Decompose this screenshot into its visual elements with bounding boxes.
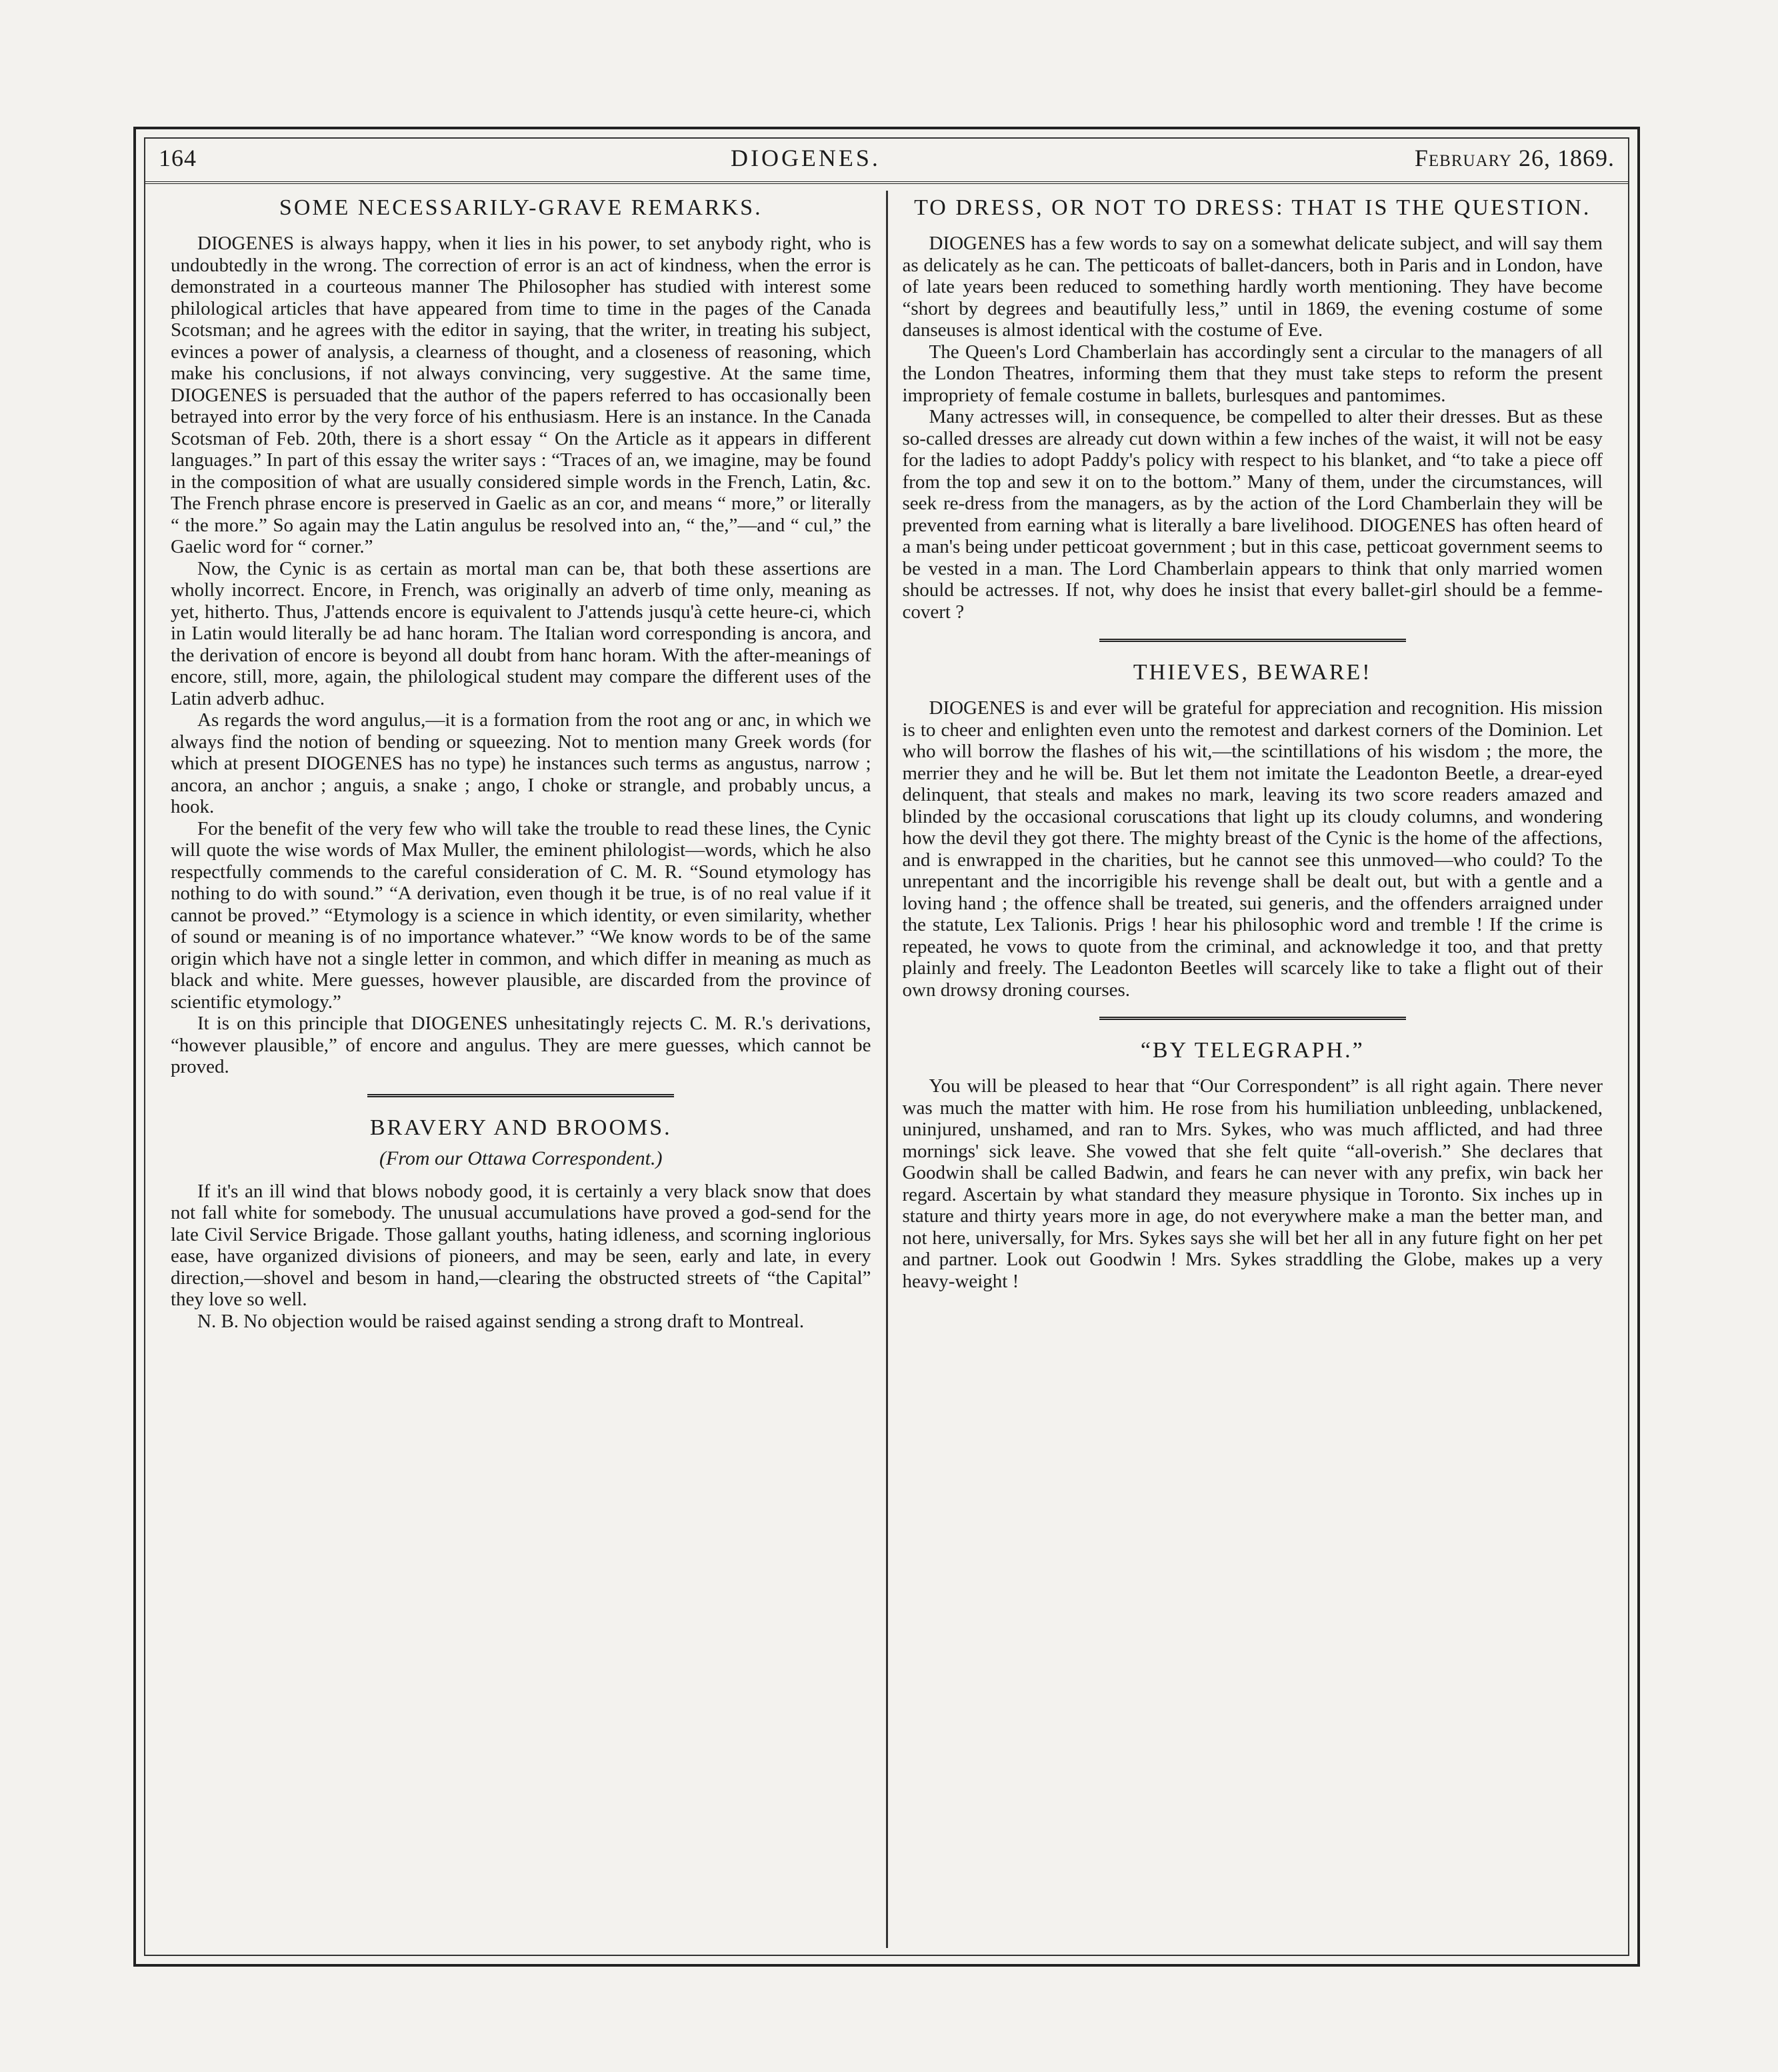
paragraph: As regards the word angulus,—it is a formation from the root ang or anc, in which we always find the notion of bending or squeezing. Not to mention many Greek words (for which at present DIOGENES has no type) he instances such terms as angustus, narrow ; ancora, an anchor ; anguis, a snake ; ango, I choke or strangle, and probably uncus, a hook.	[171, 709, 871, 818]
paragraph: The Queen's Lord Chamberlain has accordingly sent a circular to the managers of all the London Theatres, informing them that they must take steps to reform the present impropriety of female costume in ballets, burlesques and pantomimes.	[902, 341, 1603, 406]
paragraph: You will be pleased to hear that “Our Correspondent” is all right again. There never was much the matter with him. He rose from his humiliation unbleeding, unblackened, uninjured, unshamed, and ran to Mrs. Sykes, who was much afflicted, and had three mornings' sick leave. She vowed that she felt quite “all-overish.” She declares that Goodwin shall be called Badwin, and fears he can never with any prefix, win back her regard. Ascertain by what standard they measure physique in Toronto. Six inches up in stature and thirty years more in age, do not everywhere make a man the better man, and not here, universally, for Mrs. Sykes says she will bet her all in any future fight on her pet and partner. Look out Goodwin ! Mrs. Sykes straddling the Globe, makes up a very heavy-weight !	[902, 1075, 1603, 1292]
paragraph: Many actresses will, in consequence, be compelled to alter their dresses. But as these so-called dresses are already cut down within a few inches of the waist, it will not be easy for the ladies to adopt Paddy's policy with respect to his blanket, and “to take a piece off from the top and sew it on to the bottom.” Many of them, under the circumstances, will seek re-dress from the managers, as by the action of the Lord Chamberlain they will be prevented from earning what is literally a bare livelihood. DIOGENES has often heard of a man's being under petticoat government ; but in this case, petticoat government seems to be vested in a man. The Lord Chamberlain appears to think that only married women should be actresses. If not, why does he insist that every ballet-girl should be a femme-covert ?	[902, 406, 1603, 623]
page-frame	[133, 127, 1640, 1967]
right-column	[886, 191, 1618, 1948]
section-divider	[1099, 639, 1406, 645]
article-title: TO DRESS, OR NOT TO DRESS: THAT IS THE QUESTION.	[914, 195, 1591, 220]
paragraph: For the benefit of the very few who will take the trouble to read these lines, the Cynic will quote the wise words of Max Muller, the eminent philologist—words, which he also respectfully commends to the careful consideration of C. M. R. “Sound etymology has nothing to do with sound.” “A derivation, even though it be true, is of no real value if it cannot be proved.” “Etymology is a science in which identity, or even similarity, whether of sound or meaning is of no importance whatever.” “We know words to be of the same origin which have not a single letter in common, and which differ in meaning as much as black and white. Mere guesses, however plausible, are discarded from the province of scientific etymology.”	[171, 817, 871, 1013]
article-title: “BY TELEGRAPH.”	[1140, 1038, 1365, 1063]
paragraph: Now, the Cynic is as certain as mortal man can be, that both these assertions are wholly incorrect. Encore, in French, was originally an adverb of time only, meaning as yet, hitherto. Thus, J'attends encore is equivalent to J'attends jusqu'à cette heure-ci, which in Latin would literally be ad hanc horam. The Italian word corresponding is ancora, and the derivation of encore is beyond all doubt from hanc horam. With the after-meanings of encore, still, more, again, the philological student may compare the different uses of the Latin adverb adhuc.	[171, 557, 871, 709]
header-rule	[145, 181, 1628, 184]
issue-date: February 26, 1869.	[1414, 145, 1615, 171]
page-number: 164	[159, 145, 197, 171]
article-title: THIEVES, BEWARE!	[1133, 660, 1372, 685]
left-column	[156, 191, 886, 1948]
paragraph: It is on this principle that DIOGENES unhesitatingly rejects C. M. R.'s derivations, “however plausible,” of encore and angulus. They are mere guesses, which cannot be proved.	[171, 1013, 871, 1078]
paragraph: DIOGENES is always happy, when it lies in his power, to set anybody right, who is undoubtedly in the wrong. The correction of error is an act of kindness, when the error is demonstrated in a courteous manner The Philosopher has studied with interest some philological articles that have appeared from time to time in the pages of the Canada Scotsman; and he agrees with the editor in saying, that the writer, in treating his subject, evinces a power of analysis, a clearness of thought, and a closeness of reasoning, which make his conclusions, if not always convincing, very suggestive. At the same time, DIOGENES is persuaded that the author of the papers referred to has occasionally been betrayed into error by the very force of his enthusiasm. Here is an instance. In the Canada Scotsman of Feb. 20th, there is a short essay “ On the Article as it appears in different languages.” In part of this essay the writer says : “Traces of an, we imagine, may be found in the composition of what are usually considered simple words in the French, Latin, &c. The French phrase encore is preserved in Gaelic as an cor, and means “ more,” or literally “ the more.” So again may the Latin angulus be resolved into an, “ the,”—and “ cul,” the Gaelic word for “ corner.”	[171, 233, 871, 558]
columns	[156, 191, 1617, 1948]
masthead	[145, 139, 1628, 177]
paragraph: If it's an ill wind that blows nobody good, it is certainly a very black snow that does not fall white for somebody. The unusual accumulations have proved a god-send for the late Civil Service Brigade. Those gallant youths, hating idleness, and scorning inglorious ease, have organized divisions of pioneers, and may be seen, early and late, in every direction,—shovel and besom in hand,—clearing the obstructed streets of “the Capital” they love so well.	[171, 1180, 871, 1311]
article-subtitle: (From our Ottawa Correspondent.)	[379, 1147, 663, 1169]
article-title: BRAVERY AND BROOMS.	[369, 1115, 672, 1140]
section-divider	[367, 1094, 674, 1100]
section-divider	[1099, 1017, 1406, 1023]
article-title: SOME NECESSARILY-GRAVE REMARKS.	[279, 195, 763, 220]
paragraph: N. B. No objection would be raised against sending a strong draft to Montreal.	[197, 1310, 805, 1332]
paragraph: DIOGENES has a few words to say on a somewhat delicate subject, and will say them as delicately as he can. The petticoats of ballet-dancers, both in Paris and in London, have of late years been reduced to something hardly worth mentioning. They have become “short by degrees and beautifully less,” until in 1869, the evening costume of some danseuses is almost identical with the costume of Eve.	[902, 233, 1603, 341]
publication-title: DIOGENES.	[730, 145, 881, 171]
paragraph: DIOGENES is and ever will be grateful for appreciation and recognition. His mission is to cheer and enlighten even unto the remotest and darkest corners of the Dominion. Let who will borrow the flashes of his wit,—the scintillations of his wisdom ; the more, the merrier they and he will be. But let them not imitate the Leadonton Beetle, a drear-eyed delinquent, that steals and makes no mark, leaving its two score readers amazed and blinded by the occasional coruscations that light up its cloudy columns, and wondering how the devil they got there. The mighty breast of the Cynic is the home of the affections, and is enwrapped in the charities, but he cannot see this unmoved—who could? To the unrepentant and the incorrigible his revenge shall be dealt out, but with a gentle and a loving hand ; the offence shall be treated, sui generis, and the offenders arraigned under the statute, Lex Talionis. Prigs ! hear his philosophic word and tremble ! If the crime is repeated, he vows to quote from the criminal, and acknowledge it too, and that pretty plainly and freely. The Leadonton Beetles will scarcely like to take a flight out of their own drowsy droning courses.	[902, 697, 1603, 1001]
